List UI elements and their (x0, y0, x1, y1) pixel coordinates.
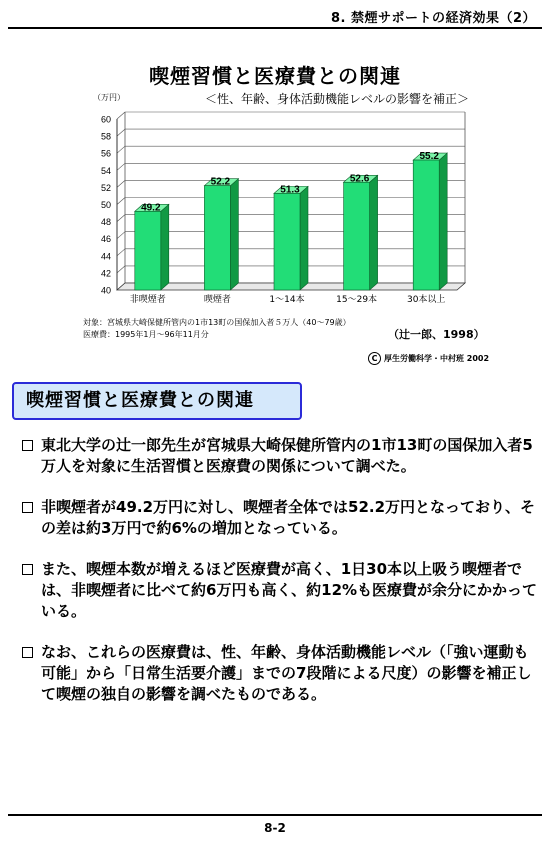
bar (274, 193, 300, 290)
square-bullet-icon (22, 564, 33, 575)
footer-rule (8, 814, 542, 816)
x-tick-label: 1～14本 (269, 295, 305, 305)
square-bullet-icon (22, 647, 33, 658)
chart-citation: （辻一郎、1998） (388, 328, 485, 341)
bullet-item (22, 559, 542, 622)
y-tick-label: 44 (100, 251, 111, 262)
bar-value-label: 52.2 (210, 176, 231, 188)
y-tick-label: 40 (100, 285, 111, 296)
gridline-depth (117, 198, 125, 205)
x-tick-label: 30本以上 (406, 295, 446, 305)
bar-side (439, 153, 447, 290)
bar-value-label: 49.2 (141, 202, 161, 214)
bullet-text: また、喫煙本数が増えるほど医療費が高く、1日30本以上吸う喫煙者では、非喫煙者に比べて約6万円も高く、約12%も医療費が余分にかかっている。 (41, 560, 538, 620)
chart-notes (83, 317, 351, 341)
y-tick-label: 50 (100, 200, 111, 210)
square-bullet-icon (22, 502, 33, 513)
y-tick-label: 48 (100, 217, 111, 228)
bar-value-label: 52.6 (349, 173, 370, 185)
bar-value-label: 51.3 (280, 184, 300, 196)
bullet-item (22, 497, 542, 539)
bar-side (230, 179, 238, 290)
x-tick-label: 非喫煙者 (129, 295, 166, 305)
page-number: 8-2 (264, 821, 286, 835)
y-tick-label: 58 (100, 131, 111, 142)
bar-value-label: 55.2 (419, 151, 439, 163)
gridline-depth (117, 180, 125, 187)
bullet-text: 非喫煙者が49.2万円に対し、喫煙者全体では52.2万円となっており、その差は約3万円で約6%の増加となっている。 (41, 498, 536, 537)
gridline-depth (117, 112, 125, 119)
bullet-item (22, 435, 542, 477)
bullet-item (22, 642, 542, 705)
copyright-line (368, 352, 489, 365)
copyright-icon: C (368, 352, 381, 365)
gridline-depth (117, 163, 125, 170)
bar (344, 182, 370, 290)
y-tick-label: 52 (100, 182, 111, 193)
chart-subtitle: ＜性、年齢、身体活動機能レベルの影響を補正＞ (205, 92, 470, 106)
bar (413, 160, 439, 290)
gridline-depth (117, 129, 125, 136)
copyright-text: 厚生労働科学・中村班 2002 (384, 354, 490, 363)
section-title: 喫煙習慣と医療費との関連 (12, 382, 302, 420)
chart-note-subjects: 対象：宮城県大崎保健所管内の1市13町の国保加入者５万人（40～79歳） (83, 318, 351, 327)
chart-title: 喫煙習慣と医療費との関連 (149, 64, 401, 88)
bar-side (161, 204, 169, 290)
y-tick-label: 56 (100, 148, 111, 159)
x-tick-label: 喫煙者 (203, 295, 231, 305)
chart-note-period: 医療費：1995年1月～96年11月分 (83, 330, 209, 339)
y-tick-label: 54 (100, 165, 111, 176)
gridline-depth (117, 232, 125, 239)
bar (204, 186, 230, 290)
page-header-title: 8. 禁煙サポートの経済効果（2） (330, 11, 536, 26)
gridline-depth (117, 146, 125, 153)
bullet-text: 東北大学の辻一郎先生が宮城県大崎保健所管内の1市13町の国保加入者5万人を対象に生活習慣と医療費の関係について調べた。 (41, 436, 533, 475)
bar-side (370, 175, 378, 290)
bar-side (300, 186, 308, 290)
square-bullet-icon (22, 440, 33, 451)
gridline-depth (117, 215, 125, 222)
bullet-text: なお、これらの医療費は、性、年齢、身体活動機能レベル（「強い運動も可能」から「日常生活要介護」までの7段階による尺度）の影響を補正して喫煙の独自の影響を調べたものである。 (41, 643, 532, 703)
chart-unit-label: （万円） (93, 93, 125, 102)
gridline-depth (117, 249, 125, 256)
bar-chart (0, 0, 550, 320)
gridline-depth (117, 266, 125, 273)
bullet-list (22, 435, 542, 725)
y-tick-label: 46 (100, 234, 111, 245)
y-tick-label: 42 (100, 268, 111, 279)
bar (135, 211, 161, 290)
x-tick-label: 15～29本 (336, 295, 378, 305)
y-tick-label: 60 (100, 114, 111, 125)
